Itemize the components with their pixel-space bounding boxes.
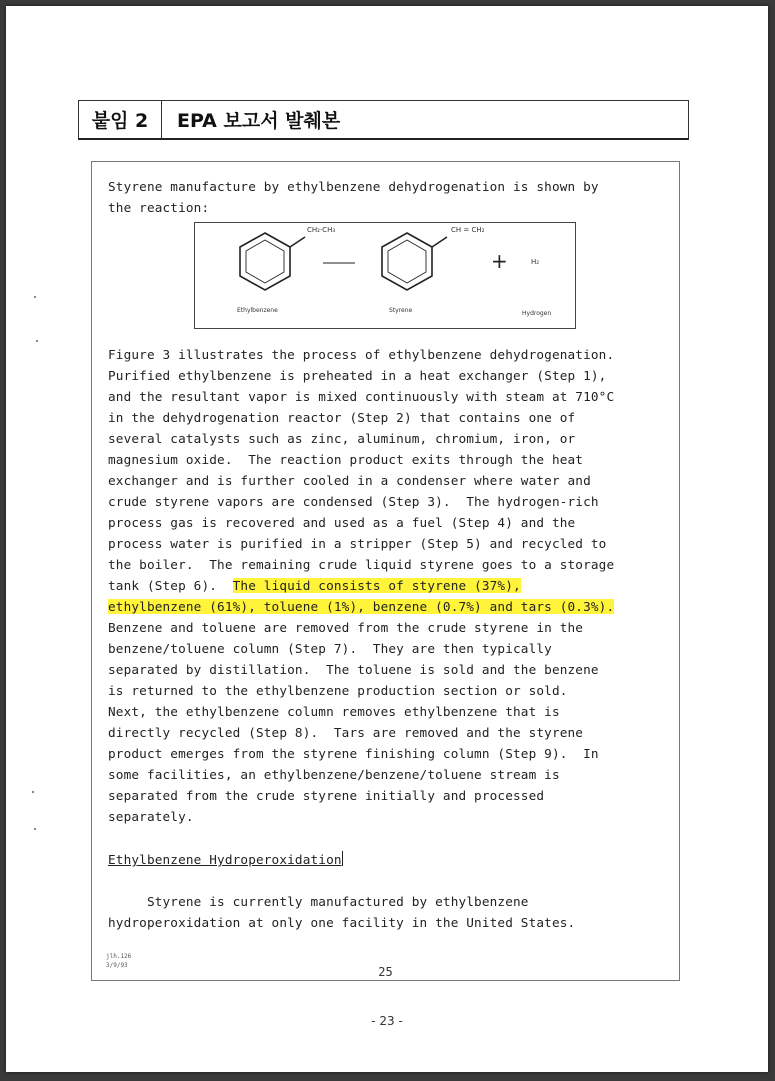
attachment-header [78,100,689,140]
scan-speck [34,296,36,298]
body-text-before: Figure 3 illustrates the process of ethylbenzene dehydrogenation. Purified ethylbenzene is preheated in a heat exchanger (Step 1), and the resultant vapor is mixed continuously with steam at 710°C in the dehydrogenation reactor (Step 2) that contains one of several catalysts such as zinc, aluminum, chromium, iron, or magnesium oxide. The reaction product exits through the heat exchanger and is further cooled in a condenser where water and crude styrene vapors are condensed (Step 3). The hydrogen-rich process gas is recovered and used as a fuel (Step 4) and the process water is purified in a stripper (Step 5) and recycled to the boiler. The remaining crude liquid styrene goes to a storage tank (Step 6). [108,347,615,593]
body-text-after: Benzene and toluene are removed from the crude styrene in the benzene/toluene column (Step 7). They are then typically separated by distillation. The toluene is sold and the benzene is returned to the ethylbenzene production section or sold. Next, the ethylbenzene column removes ethylbenzene that is directly recycled (Step 8). Tars are removed and the styrene product emerges from the styrene finishing column (Step 9). In some facilities, an ethylbenzene/benzene/toluene stream is separated from the crude styrene initially and processed separately. [108,620,599,824]
page-number: - 23 - [371,1014,403,1028]
scanned-excerpt [91,161,680,981]
document-page [6,6,768,1072]
attachment-title: EPA 보고서 발췌본 [177,110,341,132]
section-heading-text: Ethylbenzene Hydroperoxidation [108,852,342,867]
attachment-number: 붙임 2 [79,101,162,138]
benzene-ring-left [240,233,305,290]
label-hydrogen: Hydrogen [522,310,552,317]
benzene-ring-right [382,233,447,290]
hydroperoxidation-paragraph: Styrene is currently manufactured by ethylbenzene hydroperoxidation at only one facility in the United States. [108,894,576,930]
text-cursor [342,851,343,866]
inner-page-number: 25 [378,965,393,979]
section-heading [108,849,343,870]
highlighted-text-1: The liquid consists of styrene (37%), [232,578,521,593]
scan-speck [32,791,34,793]
label-ethylbenzene: Ethylbenzene [237,307,278,314]
plus-sign: + [491,249,508,273]
document-code: jlh.126 3/9/93 [106,953,132,969]
scan-speck [36,340,38,342]
reaction-diagram [194,222,576,329]
scan-speck [34,828,36,830]
intro-text: Styrene manufacture by ethylbenzene dehydrogenation is shown by the reaction: [108,179,599,215]
highlighted-text-2: ethylbenzene (61%), toluene (1%), benzene (0.7%) and tars (0.3%). [108,599,615,614]
process-description [108,344,614,827]
label-styrene: Styrene [389,307,413,314]
substituent-vinyl: CH = CH₂ [451,226,485,234]
substituent-ethyl: CH₂·CH₃ [307,226,336,234]
hydrogen-formula: H₂ [531,258,540,266]
